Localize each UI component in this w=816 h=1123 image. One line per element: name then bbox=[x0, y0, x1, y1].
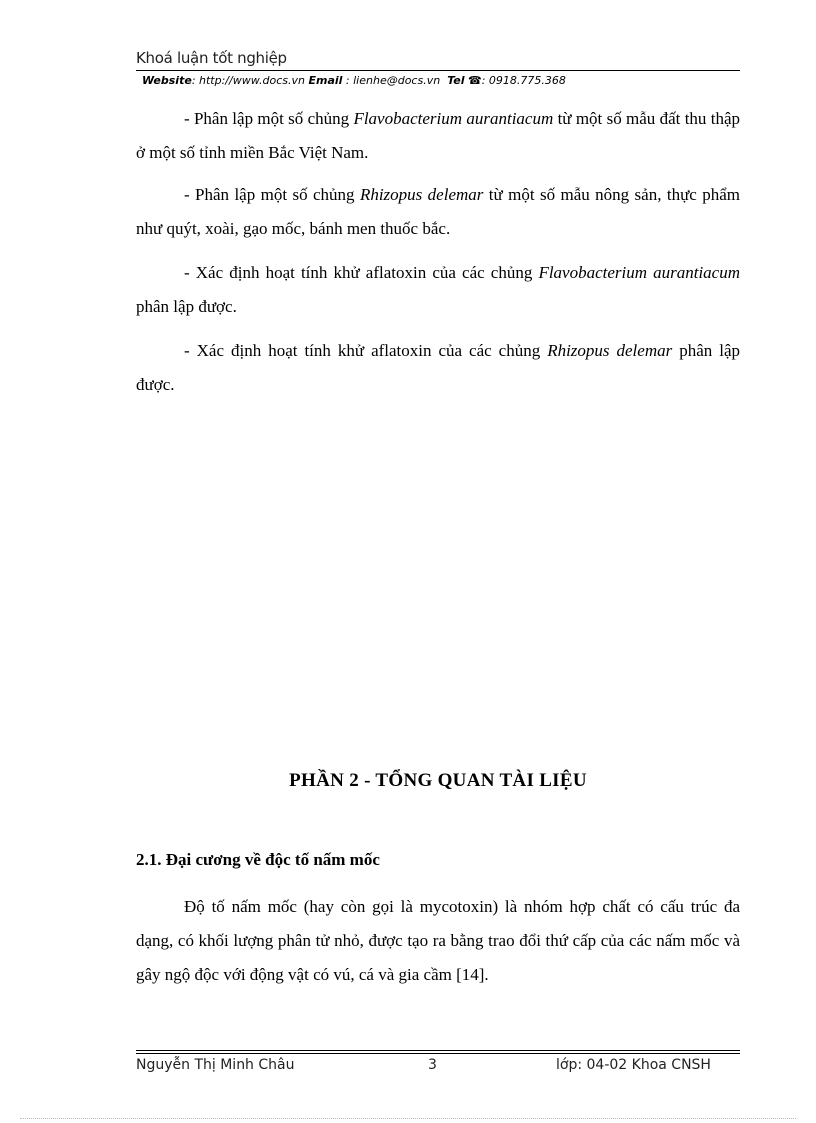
email-label: Email bbox=[308, 74, 343, 87]
part-title: PHẦN 2 - TỔNG QUAN TÀI LIỆU bbox=[289, 770, 587, 791]
footer-author: Nguyễn Thị Minh Châu bbox=[136, 1057, 295, 1073]
section-body-paragraph bbox=[136, 890, 740, 992]
paragraph-3-species: Flavobacterium aurantiacum bbox=[538, 263, 741, 282]
paragraph-3-tail: phân lập được. bbox=[136, 297, 237, 316]
header-contact-line bbox=[142, 74, 566, 87]
paragraph-1-lead: - Phân lập một số chủng bbox=[184, 109, 354, 128]
footer-rule-top bbox=[136, 1050, 740, 1051]
footer-rule-bottom bbox=[136, 1053, 740, 1054]
header-rule bbox=[136, 70, 740, 71]
paragraph-2-lead: - Phân lập một số chủng bbox=[184, 185, 360, 204]
paragraph-4-lead: - Xác định hoạt tính khử aflatoxin của các chủng bbox=[184, 341, 548, 360]
website-value: : http://www.docs.vn bbox=[191, 74, 305, 87]
paragraph-3 bbox=[136, 256, 740, 324]
phone-icon: ☎ bbox=[468, 74, 482, 87]
tel-value: : 0918.775.368 bbox=[481, 74, 566, 87]
footer-page-number: 3 bbox=[428, 1057, 437, 1073]
paragraph-1-species: Flavobacterium aurantiacum bbox=[353, 109, 554, 128]
paragraph-3-lead: - Xác định hoạt tính khử aflatoxin của các chủng bbox=[184, 263, 539, 282]
paragraph-4 bbox=[136, 334, 740, 402]
paragraph-2-tail: từ một số mẫu nông sản, thực phẩm như quýt, xoài, gạo mốc, bánh men thuốc bắc. bbox=[136, 185, 741, 238]
paragraph-4-tail: phân lập được. bbox=[136, 341, 740, 394]
paragraph-1-tail: từ một số mẫu đất thu thập ở một số tỉnh miền Bắc Việt Nam. bbox=[136, 109, 741, 162]
email-value: : lienhe@docs.vn bbox=[345, 74, 441, 87]
paragraph-2-species: Rhizopus delemar bbox=[359, 185, 484, 204]
footer-class-info: lớp: 04-02 Khoa CNSH bbox=[556, 1057, 711, 1073]
page-bottom-border bbox=[20, 1118, 796, 1119]
paragraph-1 bbox=[136, 102, 740, 170]
header-title: Khoá luận tốt nghiệp bbox=[136, 49, 287, 67]
section-body-text: Độ tố nấm mốc (hay còn gọi là mycotoxin) là nhóm hợp chất có cấu trúc đa dạng, có khối lượng phân tử nhỏ, được tạo ra bằng trao đổi thứ cấp của các nấm mốc và gây ngộ độc với động vật có vú, cá và gia cầm [14]. bbox=[136, 897, 740, 984]
tel-label: Tel bbox=[447, 74, 465, 87]
website-label: Website bbox=[142, 74, 192, 87]
section-heading: 2.1. Đại cương về độc tố nấm mốc bbox=[136, 850, 380, 869]
paragraph-2 bbox=[136, 178, 740, 246]
paragraph-4-species: Rhizopus delemar bbox=[547, 341, 673, 360]
